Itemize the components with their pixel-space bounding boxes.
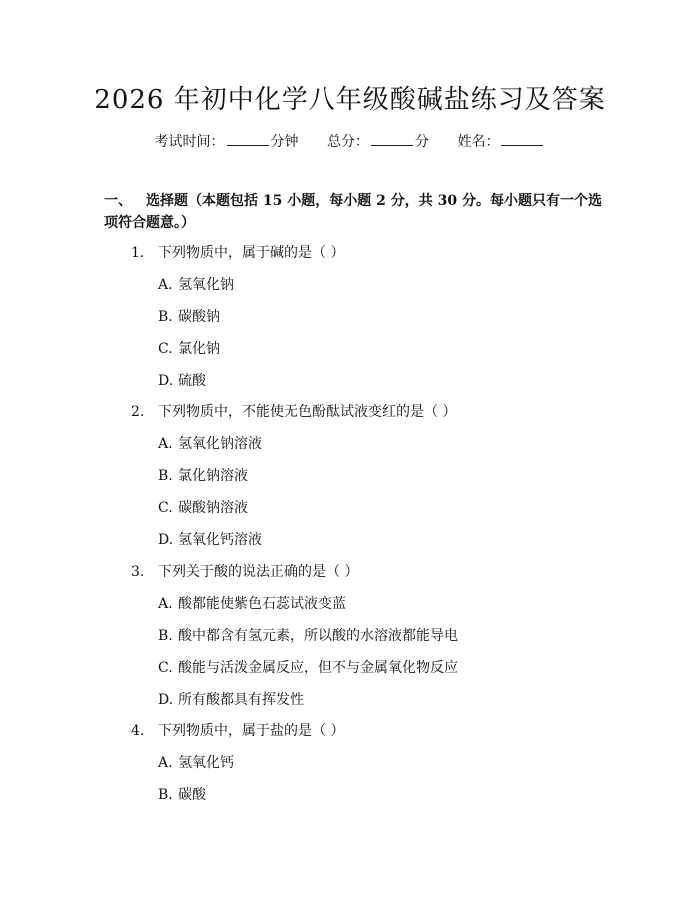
option-letter: A.: [158, 755, 173, 771]
name-blank[interactable]: [501, 131, 543, 146]
question-2-option-c[interactable]: [158, 498, 248, 518]
time-label: 考试时间：: [154, 134, 225, 150]
question-2-option-d[interactable]: [158, 530, 262, 550]
question-3-option-d[interactable]: [158, 690, 304, 710]
score-unit: 分: [415, 134, 429, 150]
name-field: [457, 131, 545, 152]
option-text: 氢氧化钠溶液: [178, 436, 262, 452]
option-letter: C.: [158, 500, 173, 516]
question-3-option-b[interactable]: [158, 626, 458, 646]
score-blank[interactable]: [371, 131, 413, 146]
question-text: 下列物质中，属于碱的是（ ）: [158, 245, 345, 261]
option-text: 氢氧化钙: [178, 755, 234, 771]
option-text: 碳酸钠溶液: [178, 500, 248, 516]
question-1-option-c[interactable]: [158, 339, 220, 359]
document-title: 2026 年初中化学八年级酸碱盐练习及答案: [94, 85, 606, 115]
question-3-option-a[interactable]: [158, 594, 346, 614]
option-letter: A.: [158, 436, 173, 452]
option-text: 硫酸: [178, 373, 206, 389]
option-letter: B.: [158, 628, 173, 644]
option-letter: A.: [158, 277, 173, 293]
name-label: 姓名：: [457, 134, 500, 150]
total-score-field: [327, 131, 429, 152]
question-1: [131, 243, 344, 263]
option-text: 酸都能使紫色石蕊试液变蓝: [178, 596, 346, 612]
section-heading: [104, 190, 604, 234]
option-letter: D.: [158, 532, 174, 548]
option-text: 氯化钠: [178, 341, 220, 357]
option-text: 氢氧化钠: [178, 277, 234, 293]
option-letter: C.: [158, 660, 173, 676]
question-1-option-a[interactable]: [158, 275, 234, 295]
question-2-option-a[interactable]: [158, 434, 262, 454]
question-number: 3.: [131, 564, 145, 580]
question-number: 4.: [131, 723, 145, 739]
option-text: 碳酸: [178, 787, 206, 803]
option-letter: D.: [158, 373, 174, 389]
exam-time-field: [155, 131, 299, 152]
option-letter: C.: [158, 341, 173, 357]
question-text: 下列物质中，不能使无色酚酞试液变红的是（ ）: [158, 404, 457, 420]
option-text: 酸能与活泼金属反应，但不与金属氧化物反应: [178, 660, 458, 676]
option-letter: D.: [158, 692, 174, 708]
question-1-option-b[interactable]: [158, 307, 220, 327]
option-text: 碳酸钠: [178, 309, 220, 325]
question-3-option-c[interactable]: [158, 658, 458, 678]
question-4: [131, 721, 344, 741]
option-letter: A.: [158, 596, 173, 612]
section-instructions: 选择题（本题包括 15 小题，每小题 2 分，共 30 分。每小题只有一个选项符合题意。）: [104, 193, 602, 231]
question-4-option-a[interactable]: [158, 753, 234, 773]
option-text: 酸中都含有氢元素，所以酸的水溶液都能导电: [178, 628, 458, 644]
option-text: 氢氧化钙溶液: [178, 532, 262, 548]
question-4-option-b[interactable]: [158, 785, 206, 805]
score-label: 总分：: [327, 134, 369, 150]
question-text: 下列关于酸的说法正确的是（ ）: [158, 564, 359, 580]
section-number: 一、: [104, 193, 132, 209]
time-unit: 分钟: [270, 134, 299, 150]
option-letter: B.: [158, 787, 173, 803]
option-text: 所有酸都具有挥发性: [178, 692, 304, 708]
option-text: 氯化钠溶液: [178, 468, 248, 484]
question-number: 1.: [131, 245, 145, 261]
option-letter: B.: [158, 309, 173, 325]
question-2: [131, 402, 456, 422]
question-1-option-d[interactable]: [158, 371, 206, 391]
question-text: 下列物质中，属于盐的是（ ）: [158, 723, 345, 739]
option-letter: B.: [158, 468, 173, 484]
question-number: 2.: [131, 404, 145, 420]
question-3: [131, 562, 358, 582]
time-blank[interactable]: [227, 131, 269, 146]
question-2-option-b[interactable]: [158, 466, 248, 486]
exam-info-line: [0, 131, 700, 152]
